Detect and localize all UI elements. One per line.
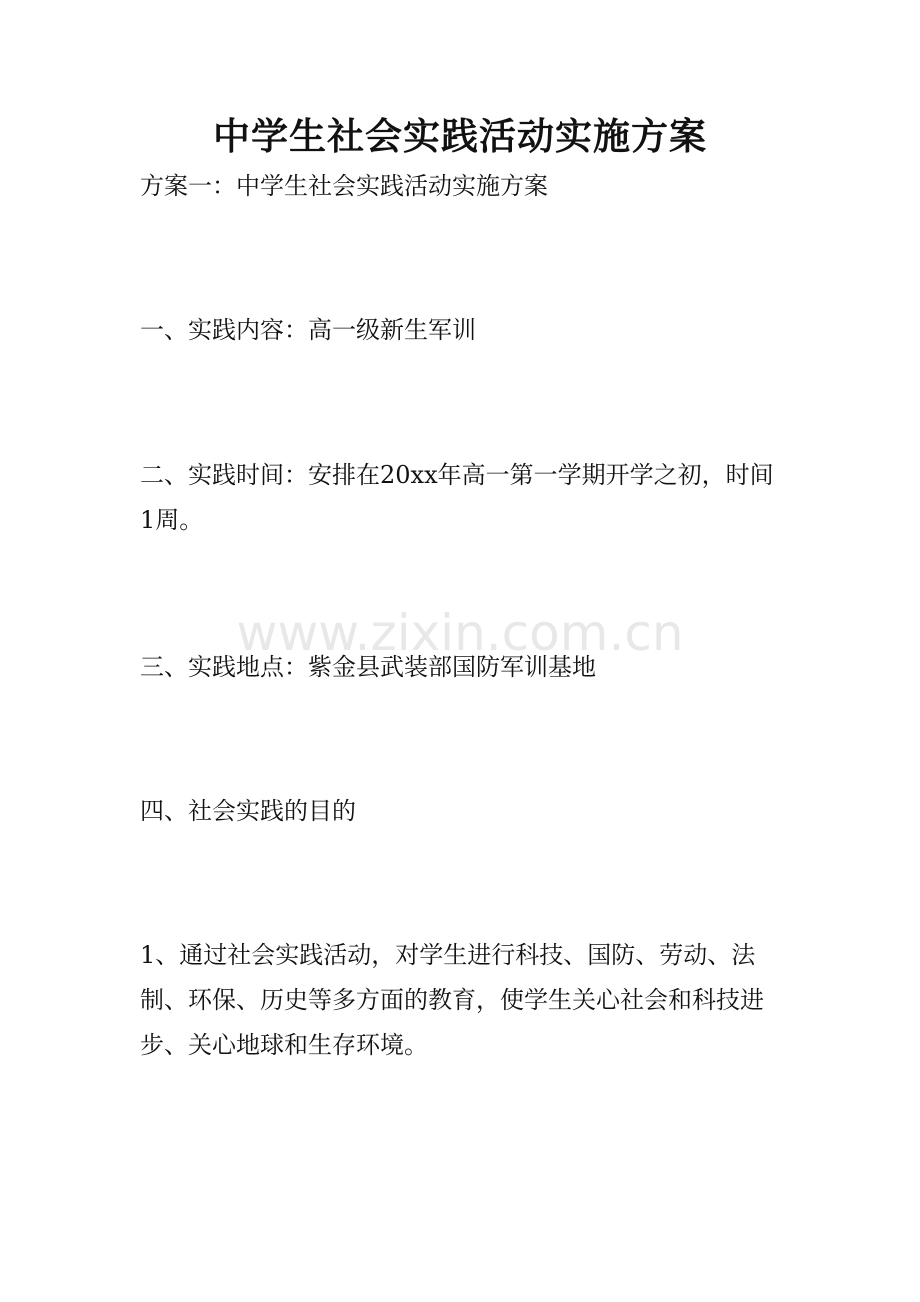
purpose-item-1: 1、通过社会实践活动，对学生进行科技、国防、劳动、法制、环保、历史等多方面的教育，使学生关心社会和科技进步、关心地球和生存环境。	[140, 941, 764, 1059]
section-practice-time: 二、实践时间：安排在20xx年高一第一学期开学之初，时间1周。	[140, 461, 774, 534]
document-title: 中学生社会实践活动实施方案	[213, 115, 707, 158]
watermark: www.zixin.com.cn	[236, 604, 684, 662]
section-practice-content: 一、实践内容：高一级新生军训	[140, 316, 476, 344]
document-subtitle: 方案一：中学生社会实践活动实施方案	[140, 172, 548, 200]
section-practice-place: 三、实践地点：紫金县武装部国防军训基地	[140, 653, 596, 681]
section-practice-purpose: 四、社会实践的目的	[140, 797, 356, 825]
